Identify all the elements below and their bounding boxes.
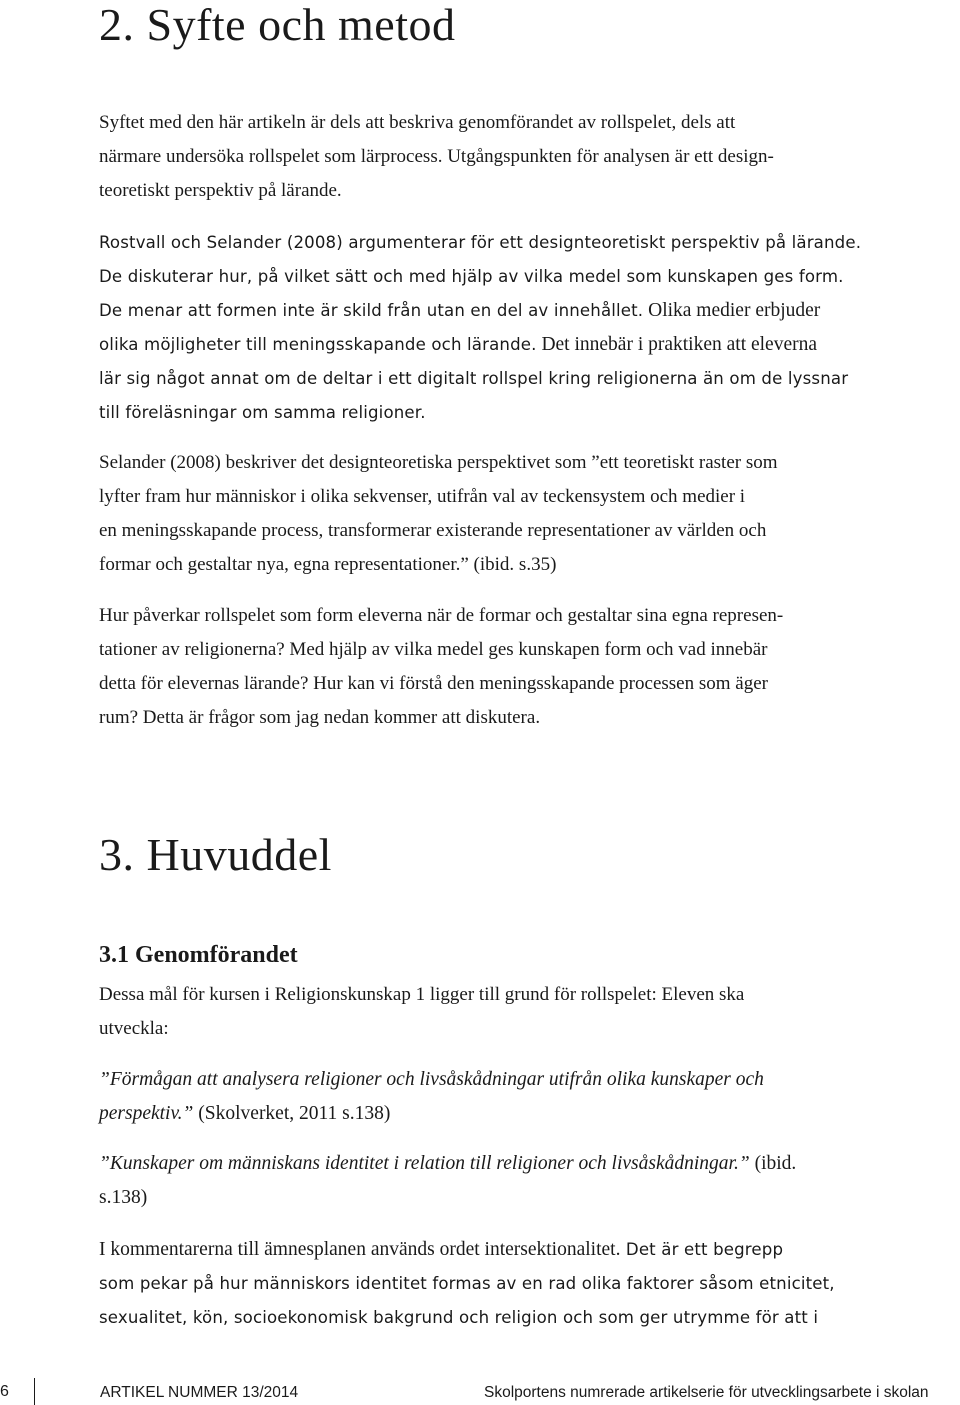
text-line: närmare undersöka rollspelet som lärprocess. Utgångspunkten för analysen är ett design- (99, 146, 774, 167)
text-run: I kommentarerna till ämnesplanen används ordet intersektionalitet. (99, 1239, 621, 1260)
text-line (99, 1097, 949, 1131)
text-line: Dessa mål för kursen i Religionskunskap 1 ligger till grund för rollspelet: Eleven ska (99, 984, 745, 1005)
text-line: en meningsskapande process, transformerar existerande representationer av världen och (99, 520, 767, 541)
footer-divider (34, 1378, 35, 1405)
text-line: tationer av religionerna? Med hjälp av vilka medel ges kunskapen form och vad innebär (99, 639, 768, 660)
paragraph-intersektionalitet (99, 1233, 949, 1335)
text-line: som pekar på hur människors identitet formas av en rad olika faktorer såsom etnicitet, (99, 1274, 835, 1293)
section-heading-syfte: 2. Syfte och metod (99, 0, 456, 50)
paragraph-intro (99, 978, 949, 1046)
footer-article-number: ARTIKEL NUMMER 13/2014 (100, 1384, 299, 1401)
text-run: Olika medier erbjuder (643, 300, 821, 321)
text-run: ”Kunskaper om människans identitet i relation till religioner och livsåskådningar.” (99, 1153, 750, 1174)
text-run: (ibid. (749, 1153, 797, 1174)
page-number: 6 (0, 1383, 9, 1400)
quote-formagan (99, 1063, 949, 1131)
text-line: utveckla: (99, 1018, 169, 1039)
text-line: sexualitet, kön, socioekonomisk bakgrund och religion och som ger utrymme för att i (99, 1308, 819, 1327)
text-line: lyfter fram hur människor i olika sekvenser, utifrån val av teckensystem och medier i (99, 486, 746, 507)
paragraph-rostvall (99, 226, 949, 430)
subsection-heading-genomforandet: 3.1 Genomförandet (99, 942, 298, 968)
quote-kunskaper (99, 1147, 949, 1215)
text-line: detta för elevernas lärande? Hur kan vi förstå den meningsskapande processen som äger (99, 673, 768, 694)
text-line: Hur påverkar rollspelet som form eleverna när de formar och gestaltar sina egna represen- (99, 605, 784, 626)
paragraph-syfte (99, 106, 949, 208)
text-line: Selander (2008) beskriver det designteoretiska perspektivet som ”ett teoretiskt raster som (99, 452, 778, 473)
text-line: Rostvall och Selander (2008) argumenterar för ett designteoretiskt perspektiv på lärande. (99, 233, 862, 252)
text-line: formar och gestaltar nya, egna representationer.” (ibid. s.35) (99, 554, 557, 575)
text-line: s.138) (99, 1187, 148, 1208)
text-run: (Skolverket, 2011 s.138) (193, 1103, 391, 1124)
paragraph-selander (99, 446, 949, 582)
text-line: ”Förmågan att analysera religioner och livsåskådningar utifrån olika kunskaper och (99, 1069, 764, 1090)
footer-series-title: Skolportens numrerade artikelserie för utvecklingsarbete i skolan (484, 1384, 929, 1401)
text-line: rum? Detta är frågor som jag nedan kommer att diskutera. (99, 707, 541, 728)
text-line: De diskuterar hur, på vilket sätt och med hjälp av vilka medel som kunskapen ges form. (99, 267, 844, 286)
text-line (99, 1147, 949, 1181)
text-run: olika möjligheter till meningsskapande och lärande. (99, 335, 537, 354)
text-line: Syftet med den här artikeln är dels att beskriva genomförandet av rollspelet, dels att (99, 112, 736, 133)
text-line (99, 328, 949, 362)
section-heading-huvuddel: 3. Huvuddel (99, 829, 332, 880)
text-run: Det är ett begrepp (620, 1240, 784, 1259)
text-run: Det innebär i praktiken att eleverna (536, 334, 818, 355)
text-line (99, 1233, 949, 1267)
text-run: De menar att formen inte är skild från utan en del av innehållet. (99, 301, 644, 320)
text-line (99, 294, 949, 328)
text-line: till föreläsningar om samma religioner. (99, 403, 426, 422)
paragraph-questions (99, 599, 949, 735)
text-line: teoretiskt perspektiv på lärande. (99, 180, 342, 201)
text-line: lär sig något annat om de deltar i ett digitalt rollspel kring religionerna än om de lyssnar (99, 369, 849, 388)
text-run: perspektiv.” (99, 1103, 194, 1124)
